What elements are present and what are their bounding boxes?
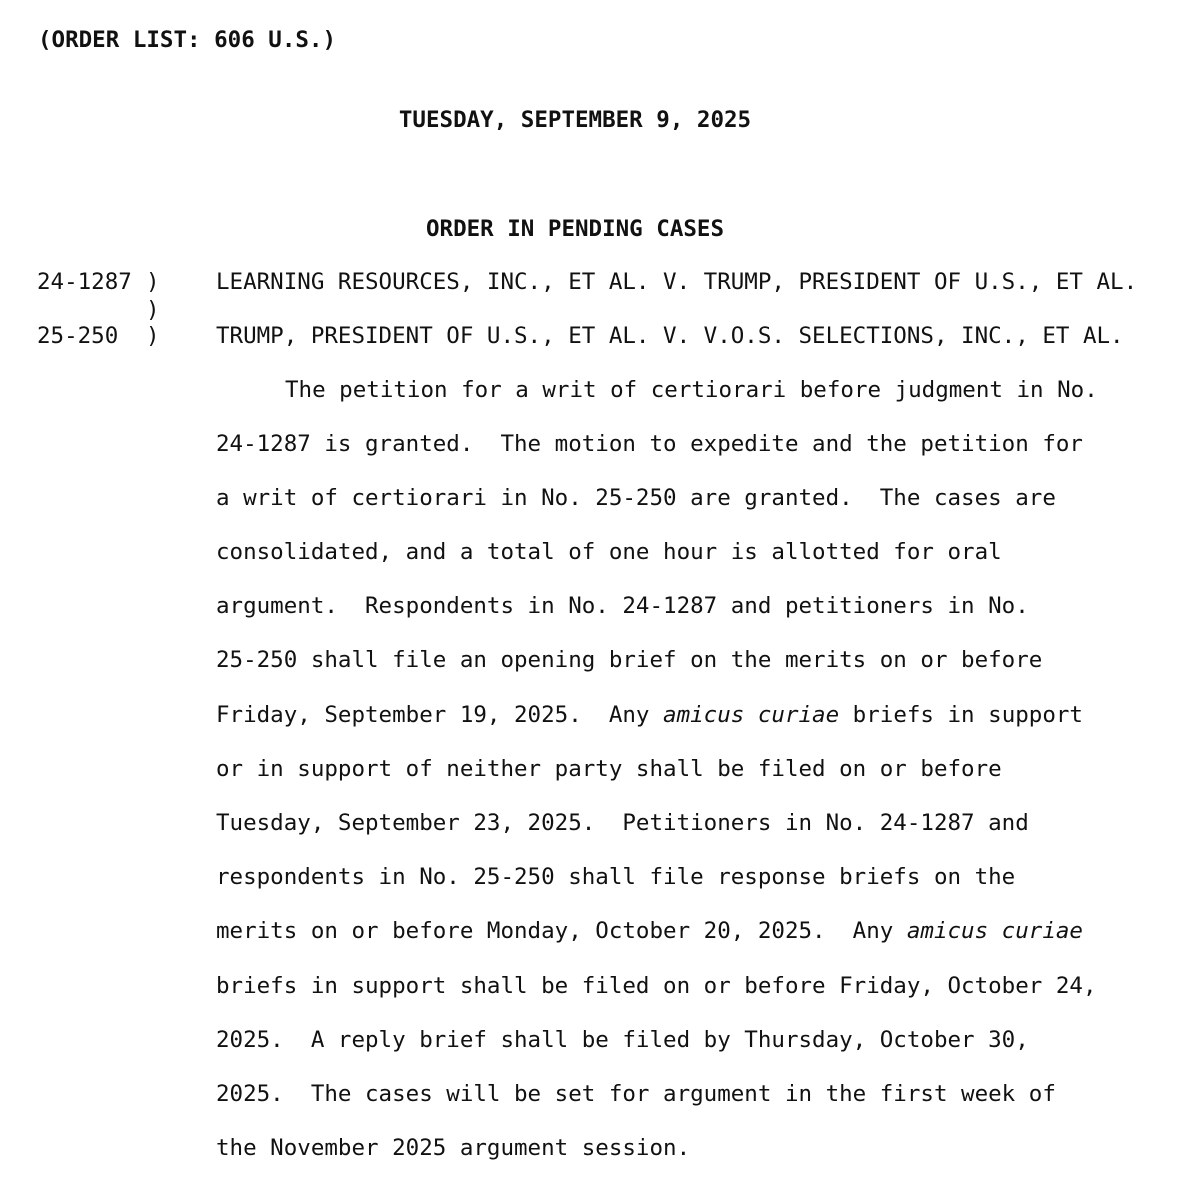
order-line: Tuesday, September 23, 2025. Petitioners in No. 24-1287 and	[216, 810, 1029, 836]
case-caption: LEARNING RESOURCES, INC., ET AL. V. TRUMP, PRESIDENT OF U.S., ET AL.	[216, 269, 1138, 295]
order-list-heading: (ORDER LIST: 606 U.S.)	[38, 27, 337, 53]
section-title: ORDER IN PENDING CASES	[425, 216, 724, 242]
order-line: 2025. The cases will be set for argument in the first week of	[216, 1081, 1056, 1107]
order-date: TUESDAY, SEPTEMBER 9, 2025	[398, 107, 752, 133]
order-line: a writ of certiorari in No. 25-250 are granted. The cases are	[216, 485, 1056, 511]
case-caption: TRUMP, PRESIDENT OF U.S., ET AL. V. V.O.S. SELECTIONS, INC., ET AL.	[216, 323, 1124, 349]
docket-number: 24-1287	[37, 269, 132, 295]
docket-paren: )	[146, 269, 160, 295]
order-line: 2025. A reply brief shall be filed by Thursday, October 30,	[216, 1027, 1029, 1053]
order-line: or in support of neither party shall be filed on or before	[216, 756, 1002, 782]
amicus-curiae-term: amicus curiae	[663, 702, 840, 728]
order-line: The petition for a writ of certiorari before judgment in No.	[285, 377, 1098, 403]
order-line: the November 2025 argument session.	[216, 1135, 691, 1161]
order-line: 24-1287 is granted. The motion to expedite and the petition for	[216, 431, 1083, 457]
order-line	[216, 702, 1083, 728]
order-line: respondents in No. 25-250 shall file response briefs on the	[216, 864, 1016, 890]
order-line-text: briefs in support	[839, 702, 1083, 728]
docket-number: 25-250	[37, 323, 119, 349]
order-line: consolidated, and a total of one hour is allotted for oral	[216, 539, 1002, 565]
docket-paren: )	[146, 323, 160, 349]
order-line: briefs in support shall be filed on or before Friday, October 24,	[216, 973, 1097, 999]
order-line-text: merits on or before Monday, October 20, 2025. Any	[216, 918, 907, 944]
order-line	[216, 918, 1083, 944]
order-line-text: Friday, September 19, 2025. Any	[216, 702, 664, 728]
order-line: 25-250 shall file an opening brief on the merits on or before	[216, 647, 1043, 673]
amicus-curiae-term: amicus curiae	[906, 918, 1083, 944]
order-line: argument. Respondents in No. 24-1287 and petitioners in No.	[216, 593, 1029, 619]
docket-paren: )	[146, 297, 160, 323]
